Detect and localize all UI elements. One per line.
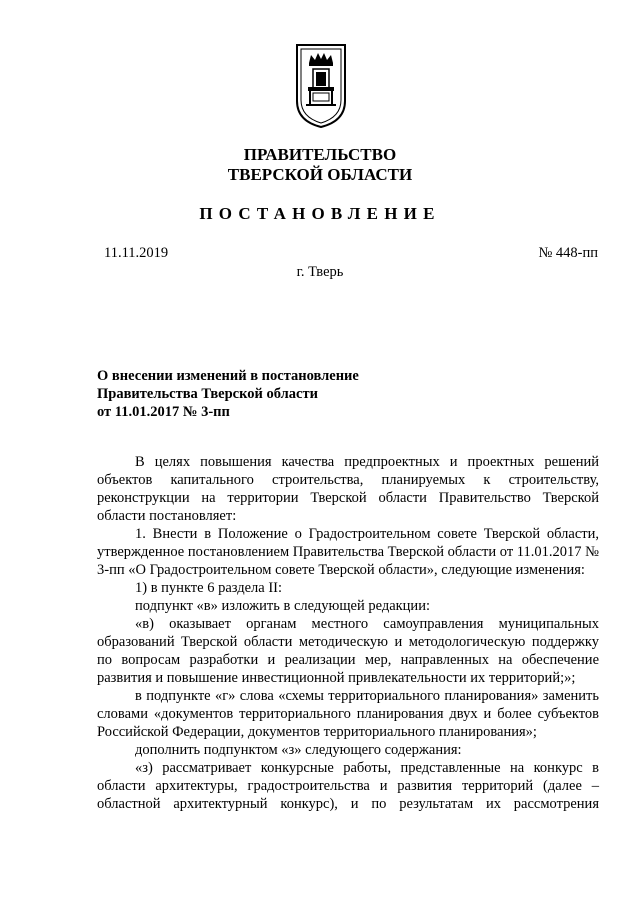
document-type-title: ПОСТАНОВЛЕНИЕ: [199, 204, 441, 223]
organization-name-line2: ТВЕРСКОЙ ОБЛАСТИ: [227, 165, 413, 184]
document-date: 11.11.2019: [104, 245, 169, 261]
body-paragraph: подпункт «в» изложить в следующей редакции:: [135, 598, 430, 614]
document-city: г. Тверь: [296, 264, 344, 280]
organization-name-line1: ПРАВИТЕЛЬСТВО: [243, 145, 397, 164]
document-number: № 448-пп: [538, 245, 598, 261]
body-paragraph: 1) в пункте 6 раздела II:: [135, 580, 283, 596]
body-paragraph: дополнить подпунктом «з» следующего содержания:: [135, 742, 462, 758]
subject-line: Правительства Тверской области: [97, 386, 318, 402]
body-paragraph: В целях повышения качества предпроектных и проектных решений объектов капитального строительства, планируемых к строительству, реконструкции на территории Тверской области Правительство Тверской области постановляет:: [97, 454, 599, 524]
tver-oblast-coat-of-arms-icon: [295, 43, 347, 129]
body-paragraph: «в) оказывает органам местного самоуправления муниципальных образований Тверской области методическую и методологическую поддержку по вопросам разработки и реализации мер, направленных на обеспечение развития и повышение инвестиционной привлекательности их территорий;»;: [97, 616, 599, 686]
subject-line: О внесении изменений в постановление: [97, 368, 359, 384]
body-paragraph: 1. Внести в Положение о Градостроительном совете Тверской области, утвержденное постановлением Правительства Тверской области от 11.01.2017 № 3-пп «О Градостроительном совете Тверской области», следующие изменения:: [97, 526, 599, 578]
document-body: [97, 453, 599, 813]
subject-line: от 11.01.2017 № 3-пп: [97, 404, 230, 420]
document-subject: [97, 367, 497, 421]
body-paragraph: «з) рассматривает конкурсные работы, представленные на конкурс в области архитектуры, градостроительства и развития территорий (далее – областной архитектурный конкурс), и по результатам их рассмотрения: [97, 760, 599, 812]
body-paragraph: в подпункте «г» слова «схемы территориального планирования» заменить словами «документов территориального планирования двух и более субъектов Российской Федерации, документов территориального планирования»;: [97, 688, 599, 740]
